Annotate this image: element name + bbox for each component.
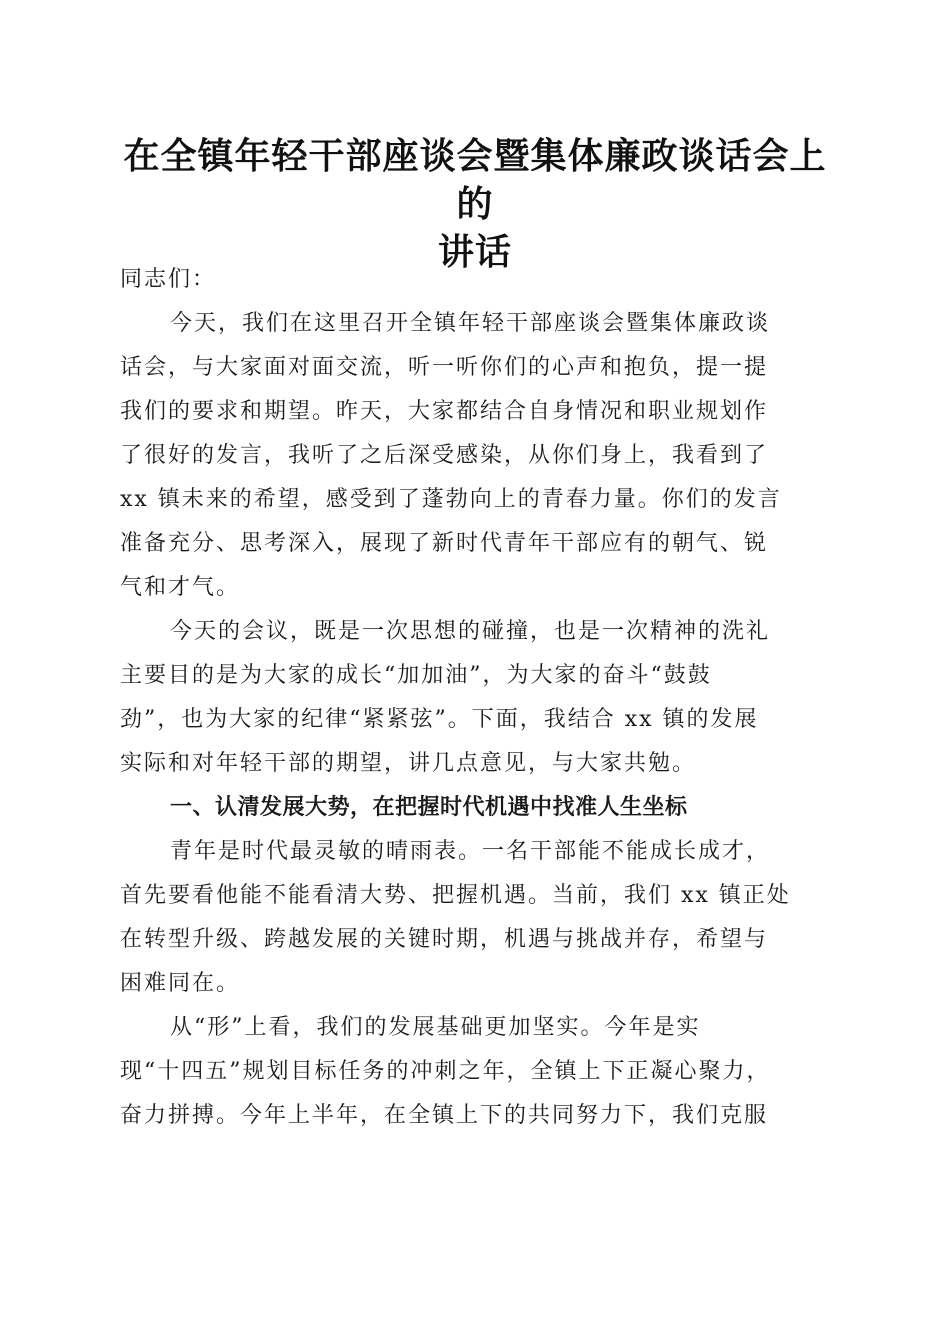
title-line-1: 在全镇年轻干部座谈会暨集体廉政谈话会上的 bbox=[123, 135, 827, 225]
section-heading: 一、认清发展大势，在把握时代机遇中找准人生坐标 bbox=[170, 795, 688, 820]
paragraph-line: 了很好的发言，我听了之后深受感染，从你们身上，我看到了 bbox=[120, 443, 769, 468]
paragraph-line: 奋力拼搏。今年上半年，在全镇上下的共同努力下，我们克服 bbox=[120, 1103, 769, 1128]
paragraph-line: 从“形”上看，我们的发展基础更加坚实。今年是实 bbox=[170, 1015, 701, 1040]
paragraph-line: 主要目的是为大家的成长“加加油”，为大家的奋斗“鼓鼓 bbox=[120, 663, 712, 688]
paragraph-line: 今天，我们在这里召开全镇年轻干部座谈会暨集体廉政谈 bbox=[170, 311, 771, 336]
paragraph-line: 气和才气。 bbox=[120, 575, 241, 600]
paragraph-line: 话会，与大家面对面交流，听一听你们的心声和抱负，提一提 bbox=[120, 355, 769, 380]
paragraph-line: 青年是时代最灵敏的晴雨表。一名干部能不能成长成才， bbox=[170, 839, 771, 864]
paragraph-line: 今天的会议，既是一次思想的碰撞，也是一次精神的洗礼 bbox=[170, 619, 771, 644]
document-title bbox=[110, 132, 840, 276]
document-body bbox=[120, 258, 830, 1138]
paragraph-line: xx 镇未来的希望，感受到了蓬勃向上的青春力量。你们的发言 bbox=[120, 487, 782, 512]
paragraph-line: 我们的要求和期望。昨天，大家都结合自身情况和职业规划作 bbox=[120, 399, 769, 424]
paragraph-line: 劲”，也为大家的纪律“紧紧弦”。下面，我结合 xx 镇的发展 bbox=[120, 707, 759, 732]
paragraph-line: 实际和对年轻干部的期望，讲几点意见，与大家共勉。 bbox=[120, 751, 697, 776]
title-line-2: 讲话 bbox=[437, 231, 512, 273]
paragraph-line: 现“十四五”规划目标任务的冲刺之年，全镇上下正凝心聚力， bbox=[120, 1059, 771, 1084]
paragraph-line: 在转型升级、跨越发展的关键时期，机遇与挑战并存，希望与 bbox=[120, 927, 769, 952]
salutation: 同志们： bbox=[120, 267, 217, 292]
paragraph-line: 困难同在。 bbox=[120, 971, 241, 996]
paragraph-line: 首先要看他能不能看清大势、把握机遇。当前，我们 xx 镇正处 bbox=[120, 883, 791, 908]
paragraph-line: 准备充分、思考深入，展现了新时代青年干部应有的朝气、锐 bbox=[120, 531, 769, 556]
